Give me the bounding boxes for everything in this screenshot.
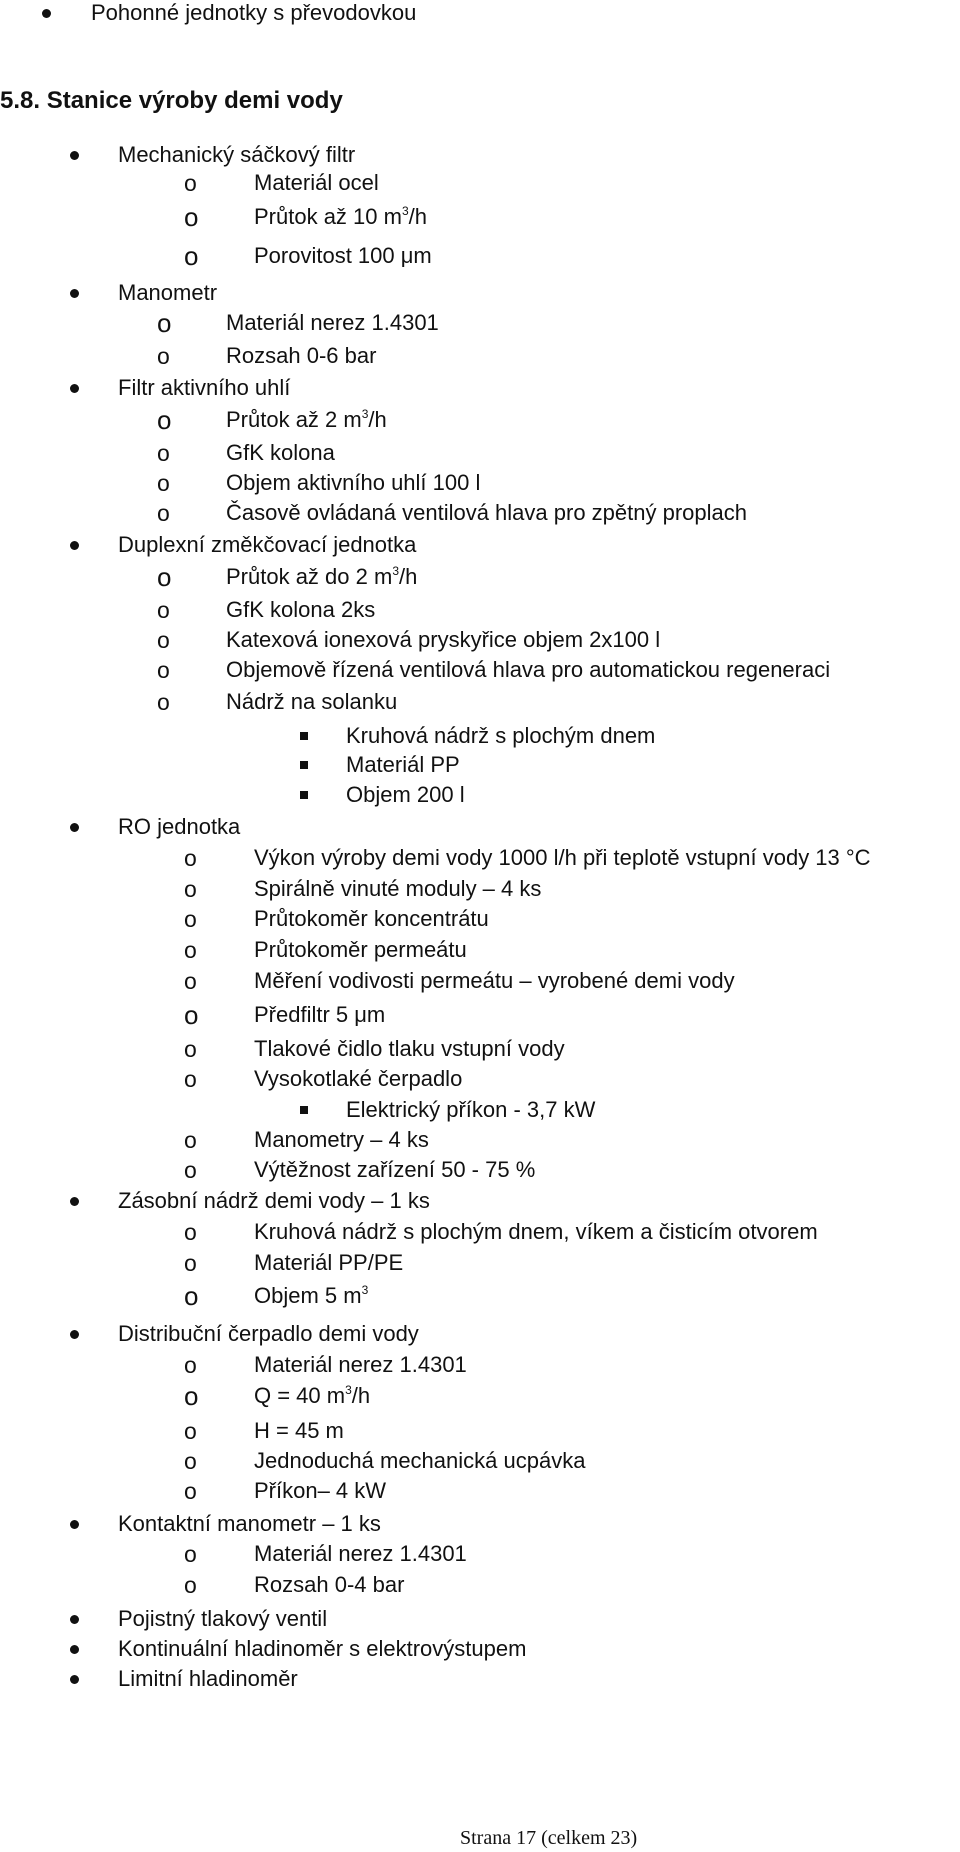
circle-bullet-icon: o [157, 689, 170, 715]
item-text [118, 1188, 430, 1214]
bullet-icon [70, 289, 79, 298]
item-text [254, 1352, 467, 1378]
item-label: H = 45 m [254, 1418, 344, 1443]
item-text [254, 1478, 386, 1504]
square-bullet-icon [300, 791, 308, 799]
circle-bullet-icon: o [157, 470, 170, 496]
circle-bullet-icon: o [157, 440, 170, 466]
circle-bullet-icon: o [157, 343, 170, 369]
item-label: Manometr [118, 280, 218, 305]
square-bullet-icon [300, 732, 308, 740]
item-text [118, 1511, 381, 1537]
item-label: Nádrž na solanku [226, 689, 398, 714]
circle-bullet-icon: o [184, 1478, 197, 1504]
item-text [254, 876, 541, 902]
item-label: Pojistný tlakový ventil [118, 1606, 328, 1631]
item-label: GfK kolona 2ks [226, 597, 376, 622]
item-text [254, 170, 379, 196]
item-text [254, 1283, 368, 1309]
circle-bullet-icon: o [184, 1572, 197, 1598]
item-label: Příkon– 4 kW [254, 1478, 387, 1503]
item-label: RO jednotka [118, 814, 241, 839]
item-label: Manometry – 4 ks [254, 1127, 429, 1152]
item-text [254, 1002, 385, 1028]
item-label: Průtok až do 2 m [226, 564, 393, 589]
item-text [226, 597, 375, 623]
superscript: 3 [361, 407, 369, 421]
bullet-icon [70, 1645, 79, 1654]
item-label: Průtokoměr permeátu [254, 937, 467, 962]
item-label: Časově ovládaná ventilová hlava pro zpětný proplach [226, 500, 747, 525]
item-label: Materiál nerez 1.4301 [254, 1352, 467, 1377]
item-label: Materiál PP [346, 752, 460, 777]
item-label: Vysokotlaké čerpadlo [254, 1066, 463, 1091]
item-text [118, 280, 217, 306]
superscript: 3 [361, 1283, 369, 1297]
item-text [118, 1666, 298, 1692]
item-label: Distribuční čerpadlo demi vody [118, 1321, 419, 1346]
unit-suffix: /h [368, 407, 387, 432]
item-text [254, 906, 489, 932]
item-label: Mechanický sáčkový filtr [118, 142, 356, 167]
item-text [226, 440, 335, 466]
item-text [118, 814, 240, 840]
bullet-icon [70, 384, 79, 393]
item-text [254, 1219, 818, 1245]
circle-bullet-icon: o [157, 657, 170, 683]
bullet-icon [42, 9, 51, 18]
item-label: Jednoduchá mechanická ucpávka [254, 1448, 586, 1473]
circle-bullet-icon: o [157, 562, 172, 592]
item-label: Porovitost 100 μm [254, 243, 432, 268]
item-label: Spirálně vinuté moduly – 4 ks [254, 876, 542, 901]
item-text [346, 782, 465, 808]
page-footer: Strana 17 (celkem 23) [460, 1827, 638, 1849]
item-label: GfK kolona [226, 440, 335, 465]
item-text [254, 845, 871, 871]
bullet-icon [70, 151, 79, 160]
item-text [226, 500, 747, 526]
item-text [254, 1541, 467, 1567]
item-text [118, 532, 416, 558]
item-text [254, 1250, 403, 1276]
circle-bullet-icon: o [184, 1157, 197, 1183]
circle-bullet-icon: o [184, 1250, 197, 1276]
item-label: Filtr aktivního uhlí [118, 375, 291, 400]
square-bullet-icon [300, 1106, 308, 1114]
circle-bullet-icon: o [184, 1418, 197, 1444]
item-label: Materiál nerez 1.4301 [254, 1541, 467, 1566]
item-text [91, 0, 416, 26]
item-text [118, 1321, 419, 1347]
bullet-icon [70, 1520, 79, 1529]
item-text [254, 968, 735, 994]
circle-bullet-icon: o [157, 308, 172, 338]
circle-bullet-icon: o [184, 845, 197, 871]
circle-bullet-icon: o [157, 597, 170, 623]
item-text [346, 723, 655, 749]
item-label: Kruhová nádrž s plochým dnem, víkem a čisticím otvorem [254, 1219, 818, 1244]
item-text [226, 470, 480, 496]
item-label: Materiál ocel [254, 170, 379, 195]
superscript: 3 [401, 204, 409, 218]
heading-text [0, 88, 343, 114]
circle-bullet-icon: o [184, 906, 197, 932]
circle-bullet-icon: o [184, 937, 197, 963]
item-label: Průtok až 2 m [226, 407, 362, 432]
item-text [118, 142, 355, 168]
item-text [254, 243, 432, 269]
circle-bullet-icon: o [184, 241, 199, 271]
circle-bullet-icon: o [157, 627, 170, 653]
superscript: 3 [345, 1383, 352, 1397]
item-text [254, 1066, 462, 1092]
item-label: Výtěžnost zařízení 50 - 75 % [254, 1157, 536, 1182]
item-text [226, 564, 417, 590]
item-text [346, 1097, 595, 1123]
item-label: Kontaktní manometr – 1 ks [118, 1511, 381, 1536]
item-label: Průtok až 10 m [254, 204, 402, 229]
item-label: Limitní hladinoměr [118, 1666, 298, 1691]
circle-bullet-icon: o [184, 1127, 197, 1153]
item-label: Objem 200 l [346, 782, 465, 807]
circle-bullet-icon: o [184, 1219, 197, 1245]
item-label: Elektrický příkon - 3,7 kW [346, 1097, 596, 1122]
square-bullet-icon [300, 761, 308, 769]
bullet-icon [70, 1615, 79, 1624]
bullet-icon [70, 1330, 79, 1339]
item-text [226, 657, 830, 683]
circle-bullet-icon: o [184, 1541, 197, 1567]
circle-bullet-icon: o [184, 202, 199, 232]
item-label: Předfiltr 5 μm [254, 1002, 386, 1027]
item-label: Průtokoměr koncentrátu [254, 906, 489, 931]
item-label: 5.8. Stanice výroby demi vody [0, 87, 343, 114]
circle-bullet-icon: o [184, 1448, 197, 1474]
item-text [254, 937, 467, 963]
circle-bullet-icon: o [184, 968, 197, 994]
item-text [226, 689, 397, 715]
circle-bullet-icon: o [184, 1036, 197, 1062]
bullet-icon [70, 823, 79, 832]
circle-bullet-icon: o [184, 1381, 199, 1411]
item-label: Duplexní změkčovací jednotka [118, 532, 417, 557]
item-text [254, 204, 427, 230]
item-text [254, 1572, 404, 1598]
item-text [254, 1448, 585, 1474]
item-label: Rozsah 0-6 bar [226, 343, 377, 368]
item-text [254, 1383, 370, 1409]
item-label: Výkon výroby demi vody 1000 l/h při teplotě vstupní vody 13 °C [254, 845, 871, 870]
item-text [254, 1418, 344, 1444]
circle-bullet-icon: o [184, 1000, 199, 1030]
item-text [226, 407, 387, 433]
item-text [118, 1606, 327, 1632]
item-text [226, 343, 376, 369]
item-text [226, 310, 439, 336]
circle-bullet-icon: o [184, 876, 197, 902]
bullet-icon [70, 541, 79, 550]
item-label: Pohonné jednotky s převodovkou [91, 0, 417, 25]
circle-bullet-icon: o [184, 1066, 197, 1092]
bullet-icon [70, 1675, 79, 1684]
item-text [226, 627, 660, 653]
item-label: Kontinuální hladinoměr s elektrovýstupem [118, 1636, 527, 1661]
item-label: Tlakové čidlo tlaku vstupní vody [254, 1036, 565, 1061]
item-label: Q = 40 m [254, 1383, 346, 1408]
superscript: 3 [392, 564, 399, 578]
item-text [346, 752, 460, 778]
unit-suffix: /h [351, 1383, 371, 1408]
item-label: Objem 5 m [254, 1283, 362, 1308]
circle-bullet-icon: o [184, 170, 197, 196]
unit-suffix: /h [408, 204, 427, 229]
item-label: Katexová ionexová pryskyřice objem 2x100 l [226, 627, 661, 652]
item-label: Materiál PP/PE [254, 1250, 404, 1275]
circle-bullet-icon: o [157, 405, 172, 435]
circle-bullet-icon: o [184, 1352, 197, 1378]
item-label: Materiál nerez 1.4301 [226, 310, 439, 335]
bullet-icon [70, 1197, 79, 1206]
item-text [254, 1157, 535, 1183]
item-text [254, 1036, 565, 1062]
item-label: Zásobní nádrž demi vody – 1 ks [118, 1188, 430, 1213]
item-label: Rozsah 0-4 bar [254, 1572, 405, 1597]
item-label: Objem aktivního uhlí 100 l [226, 470, 481, 495]
item-text [254, 1127, 429, 1153]
circle-bullet-icon: o [184, 1281, 199, 1311]
item-label: Měření vodivosti permeátu – vyrobené demi vody [254, 968, 735, 993]
unit-suffix: /h [399, 564, 418, 589]
item-text [118, 1636, 526, 1662]
circle-bullet-icon: o [157, 500, 170, 526]
item-label: Objemově řízená ventilová hlava pro automatickou regeneraci [226, 657, 831, 682]
item-text [118, 375, 290, 401]
item-label: Kruhová nádrž s plochým dnem [346, 723, 656, 748]
